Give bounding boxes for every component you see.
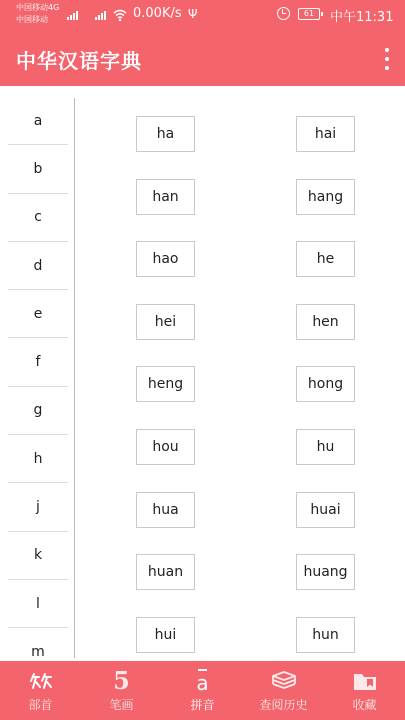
syllable-button[interactable]: huan <box>136 554 195 590</box>
usb-icon: Ψ <box>188 7 198 21</box>
syllable-button[interactable]: ha <box>136 116 195 152</box>
battery-level: 61 <box>303 9 315 18</box>
books-history-icon <box>271 665 297 697</box>
letter-item[interactable]: f <box>8 338 68 386</box>
syllable-button[interactable]: hou <box>136 429 195 465</box>
pinyin-content <box>0 86 405 661</box>
nav-radical[interactable] <box>0 661 81 720</box>
battery-icon <box>298 8 320 20</box>
letter-item[interactable]: j <box>8 483 68 531</box>
nav-label-history: 查阅历史 <box>259 698 308 712</box>
letter-item[interactable]: c <box>8 194 68 242</box>
letter-index[interactable] <box>8 97 68 661</box>
signal-icon <box>67 10 78 20</box>
wifi-icon <box>113 8 127 22</box>
syllable-button[interactable]: hong <box>296 366 355 402</box>
vertical-divider <box>74 98 75 658</box>
syllable-button[interactable]: hui <box>136 617 195 653</box>
letter-item[interactable]: d <box>8 242 68 290</box>
syllable-button[interactable]: hen <box>296 304 355 340</box>
nav-favorites[interactable] <box>324 661 405 720</box>
syllable-button[interactable]: hao <box>136 241 195 277</box>
syllable-button[interactable]: hun <box>296 617 355 653</box>
syllable-button[interactable]: hang <box>296 179 355 215</box>
letter-item[interactable]: a <box>8 97 68 145</box>
pinyin-a-icon: a <box>196 665 208 697</box>
syllable-button[interactable]: huang <box>296 554 355 590</box>
syllable-button[interactable]: han <box>136 179 195 215</box>
nav-stroke[interactable] <box>81 661 162 720</box>
syllable-button[interactable]: hua <box>136 492 195 528</box>
nav-history[interactable] <box>243 661 324 720</box>
app-title: 中华汉语字典 <box>16 49 142 73</box>
nav-label-radical: 部首 <box>28 698 53 712</box>
syllable-button[interactable]: he <box>296 241 355 277</box>
overflow-menu-icon[interactable] <box>383 48 391 70</box>
letter-item[interactable]: h <box>8 435 68 483</box>
alarm-icon <box>277 7 290 20</box>
carrier-primary: 中国移动4G <box>16 3 60 12</box>
clock: 中午11:31 <box>330 10 394 25</box>
syllable-button[interactable]: hai <box>296 116 355 152</box>
carrier-secondary: 中国移动 <box>16 15 48 24</box>
letter-item[interactable]: l <box>8 580 68 628</box>
nav-label-favorites: 收藏 <box>352 698 377 712</box>
favorite-folder-icon <box>352 665 378 697</box>
letter-item[interactable]: g <box>8 387 68 435</box>
bottom-navigation <box>0 661 405 720</box>
syllable-button[interactable]: huai <box>296 492 355 528</box>
letter-item[interactable]: e <box>8 290 68 338</box>
network-speed: 0.00K/s <box>133 6 182 21</box>
nav-label-pinyin: 拼音 <box>190 698 215 712</box>
syllable-button[interactable]: hei <box>136 304 195 340</box>
syllable-button[interactable]: hu <box>296 429 355 465</box>
letter-item[interactable]: m <box>8 628 68 661</box>
letter-item[interactable]: b <box>8 145 68 193</box>
app-bar <box>0 32 405 86</box>
syllable-button[interactable]: heng <box>136 366 195 402</box>
letter-item[interactable]: k <box>8 532 68 580</box>
carrier-info <box>16 2 59 26</box>
nav-label-stroke: 笔画 <box>109 698 134 712</box>
signal-icon <box>95 10 106 20</box>
radical-icon <box>29 665 53 697</box>
stroke-five-icon: 5 <box>113 666 130 695</box>
nav-pinyin[interactable] <box>162 661 243 720</box>
status-bar <box>0 0 405 32</box>
